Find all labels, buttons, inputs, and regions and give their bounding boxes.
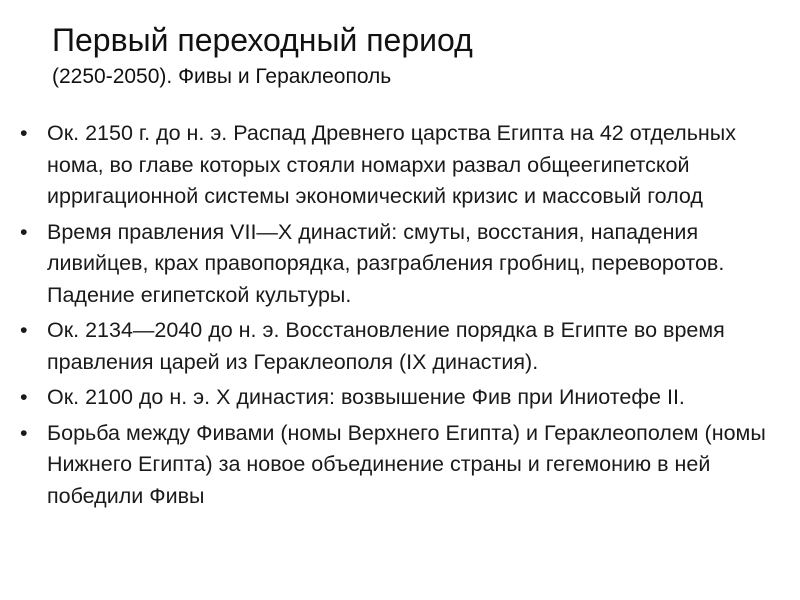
bullet-marker: • [20,219,28,244]
bullet-item [20,382,785,414]
bullet-text: Время правления VII—X династий: смуты, восстания, нападения ливийцев, крах правопорядка, разграбления гробниц, переворотов. Падение египетской культуры. [47,219,725,307]
bullet-item [20,315,785,378]
bullet-item [20,118,785,213]
bullet-item [20,418,785,513]
bullet-text: Ок. 2134—2040 до н. э. Восстановление порядка в Египте во время правления царей из Гераклеополя (IX династия). [47,318,725,374]
bullet-item [20,217,785,312]
bullet-marker: • [20,121,28,145]
slide-subtitle: (2250-2050). Фивы и Гераклеополь [52,65,392,88]
bullet-marker: • [20,318,28,342]
bullet-text: Ок. 2100 до н. э. X династия: возвышение Фив при Иниотефе II. [47,385,685,409]
bullet-text: Борьба между Фивами (номы Верхнего Египта) и Гераклеополем (номы Нижнего Египта) за новое объединение страны и гегемонию в ней победили Фивы [47,420,766,508]
bullet-list [20,118,785,516]
bullet-marker: • [20,385,28,409]
title-block [52,20,752,92]
bullet-text: Ок. 2150 г. до н. э. Распад Древнего царства Египта на 42 отдельных нома, во главе которых стояли номархи развал общеегипетской ирригационной системы экономический кризис и массовый голод [47,121,736,208]
bullet-marker: • [20,420,28,445]
slide-title: Первый переходный период [52,22,473,58]
